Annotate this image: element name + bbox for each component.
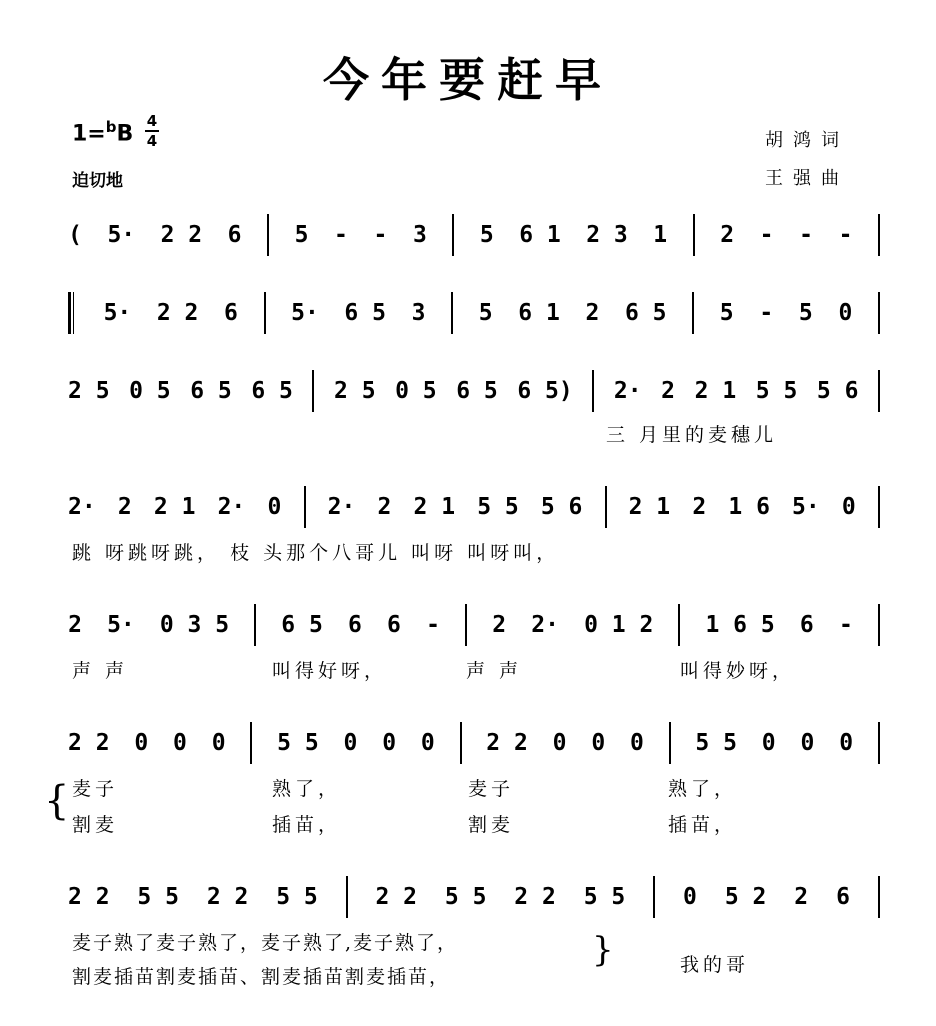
lyric-6a3: 麦子 <box>468 778 515 800</box>
note: 5 5 <box>695 730 737 756</box>
note: 6 1 <box>518 300 560 326</box>
note: 6 <box>799 612 814 638</box>
note: 1 <box>653 222 668 248</box>
lyric-6a2: 熟了， <box>272 778 342 800</box>
note: 5 5 <box>276 884 318 910</box>
note: 2· <box>613 378 642 404</box>
note: 6 5 <box>624 300 667 326</box>
bar-line <box>878 292 880 334</box>
note: 5 5 <box>477 494 519 520</box>
bar-line <box>878 370 880 412</box>
note: 5 <box>719 300 734 326</box>
note: 2 <box>585 300 600 326</box>
staff-line-1 <box>68 214 880 256</box>
note: 2· <box>531 612 559 638</box>
bar-line <box>878 604 880 646</box>
note: 2 2 <box>68 884 110 910</box>
composer-credit: 王强曲 <box>765 168 849 189</box>
note: 5 <box>478 300 493 326</box>
note: 6 <box>836 884 851 910</box>
bar-line <box>267 214 269 256</box>
lyric-5a: 声 声 <box>72 660 129 682</box>
staff-line-7 <box>68 876 880 918</box>
staff-line-6 <box>68 722 880 764</box>
note: 2 <box>377 494 392 520</box>
flat-sign: b <box>105 118 117 136</box>
note: 0 <box>382 730 397 756</box>
note: 0 <box>683 884 697 910</box>
note: - <box>759 222 774 248</box>
bar-line <box>264 292 266 334</box>
note: 3 <box>411 300 426 326</box>
repeat-start <box>68 292 78 334</box>
lyric-5b: 叫得好呀， <box>272 660 388 682</box>
song-title: 今年要赶早 <box>323 53 613 107</box>
note: 6 5 <box>344 300 386 326</box>
note: 5· <box>107 222 136 248</box>
closing-brace: } <box>592 930 614 970</box>
lyric-7a: 麦子熟了麦子熟了，麦子熟了,麦子熟了， <box>72 932 459 954</box>
note: 6 1 <box>519 222 561 248</box>
note: 2· <box>217 494 246 520</box>
note: 0 <box>343 730 358 756</box>
note: 5 5 <box>277 730 319 756</box>
note: 2 3 <box>586 222 628 248</box>
note: 6 <box>347 612 362 638</box>
lyric-5d: 叫得妙呀， <box>680 660 796 682</box>
note: 1 6 5 <box>705 612 775 638</box>
lyric-6a4: 熟了， <box>668 778 738 800</box>
note: 2· <box>68 494 96 520</box>
staff-line-3 <box>68 370 880 412</box>
bar-line <box>254 604 256 646</box>
note: 0 <box>134 730 149 756</box>
lyric-line-4: 跳 呀跳呀跳， 枝 头那个八哥儿 叫呀 叫呀叫， <box>72 542 560 564</box>
note: 0 <box>591 730 606 756</box>
bar-line <box>592 370 594 412</box>
note: 6 <box>387 612 401 638</box>
bar-line <box>678 604 680 646</box>
bar-line <box>669 722 671 764</box>
bar-line <box>460 722 462 764</box>
bar-line <box>878 722 880 764</box>
lyric-6b3: 割麦 <box>468 814 515 836</box>
note: 0 3 5 <box>159 612 230 638</box>
bar-line <box>451 292 453 334</box>
note: 2 2 <box>160 222 203 248</box>
note: 5 2 <box>724 884 767 910</box>
note: 2 2 <box>206 884 249 910</box>
bar-line <box>878 876 880 918</box>
note: 0 <box>211 730 226 756</box>
note: 6 5 <box>190 378 232 404</box>
note: 0 <box>800 730 815 756</box>
bar-line <box>465 604 467 646</box>
note: 5 5 <box>755 378 798 404</box>
bar-line <box>304 486 306 528</box>
staff-line-5 <box>68 604 880 646</box>
bar-line <box>878 214 880 256</box>
note: - <box>426 612 440 638</box>
note: 2 <box>68 612 82 638</box>
note: 6 5 <box>281 612 323 638</box>
note: 5 <box>294 222 309 248</box>
note: 5 5 <box>137 884 179 910</box>
note: 3 <box>412 222 427 248</box>
note: - <box>334 222 348 248</box>
note: ( <box>68 222 82 248</box>
note: 5 <box>798 300 813 326</box>
note: 0 <box>761 730 776 756</box>
lyric-6b1: 割麦 <box>72 814 119 836</box>
note: 6 <box>224 300 238 326</box>
note: 0 5 <box>395 378 437 404</box>
note: 6 5 <box>456 378 498 404</box>
note: - <box>838 222 853 248</box>
note: 1 6 <box>728 494 770 520</box>
note: 2 2 <box>68 730 110 756</box>
note: 2· <box>327 494 356 520</box>
staff-line-2 <box>68 292 880 334</box>
bar-line <box>605 486 607 528</box>
note: - <box>759 300 774 326</box>
note: 2 <box>117 494 132 520</box>
note: 0 <box>420 730 435 756</box>
note: 2 2 <box>486 730 528 756</box>
note: 2 <box>794 884 809 910</box>
note: 2 <box>492 612 507 638</box>
note: 2 5 <box>68 378 110 404</box>
bar-line <box>452 214 454 256</box>
lyric-line-3: 三 月里的麦穗儿 <box>606 424 778 446</box>
lyric-6b4: 插苗， <box>668 814 738 836</box>
note: 2 1 <box>628 494 671 520</box>
note: 2 1 <box>153 494 196 520</box>
note: 0 5 <box>129 378 171 404</box>
note: 0 <box>267 494 282 520</box>
note: 0 <box>552 730 567 756</box>
note: 2 <box>692 494 707 520</box>
lyric-7b: 割麦插苗割麦插苗、割麦插苗割麦插苗， <box>72 966 451 988</box>
tempo-marking: 迫切地 <box>72 171 123 191</box>
note: 5· <box>792 494 820 520</box>
note: 5 5 <box>583 884 626 910</box>
note: 0 <box>630 730 644 756</box>
note: - <box>838 612 853 638</box>
note: - <box>799 222 813 248</box>
note: 0 <box>173 730 187 756</box>
bar-line <box>693 214 695 256</box>
note: 0 <box>841 494 856 520</box>
note: 0 1 2 <box>584 612 654 638</box>
note: 2 1 <box>413 494 456 520</box>
note: 2 1 <box>694 378 737 404</box>
note: 5· <box>103 300 132 326</box>
bar-line <box>692 292 694 334</box>
note: 0 <box>839 730 854 756</box>
verse-brace: { <box>44 778 70 824</box>
note: - <box>373 222 388 248</box>
lyricist-credit: 胡鸿词 <box>765 130 849 151</box>
note: 2 2 <box>156 300 199 326</box>
note: 5 5 <box>444 884 487 910</box>
note: 5 6 <box>540 494 583 520</box>
note: 2 2 <box>375 884 418 910</box>
bar-line <box>312 370 314 412</box>
bar-line <box>250 722 252 764</box>
bar-line <box>346 876 348 918</box>
staff-line-4 <box>68 486 880 528</box>
note: 0 <box>838 300 853 326</box>
bar-line <box>878 486 880 528</box>
note: 2 <box>661 378 676 404</box>
note: 2 2 <box>514 884 556 910</box>
note: 6 <box>227 222 242 248</box>
note: 5 <box>479 222 494 248</box>
key-signature: 1=$^b$B <box>72 118 134 147</box>
lyric-5c: 声 声 <box>466 660 523 682</box>
lyric-7c: 我的哥 <box>680 954 750 976</box>
note: 5· <box>291 300 319 326</box>
lyric-6b2: 插苗， <box>272 814 342 836</box>
note: 2 <box>720 222 735 248</box>
lyric-6a1: 麦子 <box>72 778 119 800</box>
note: 2 5 <box>334 378 376 404</box>
bar-line <box>653 876 655 918</box>
time-signature: 4 4 <box>146 112 158 150</box>
note: 6 5) <box>517 378 573 404</box>
note: 6 5 <box>251 378 293 404</box>
note: 5· <box>107 612 135 638</box>
note: 5 6 <box>816 378 859 404</box>
